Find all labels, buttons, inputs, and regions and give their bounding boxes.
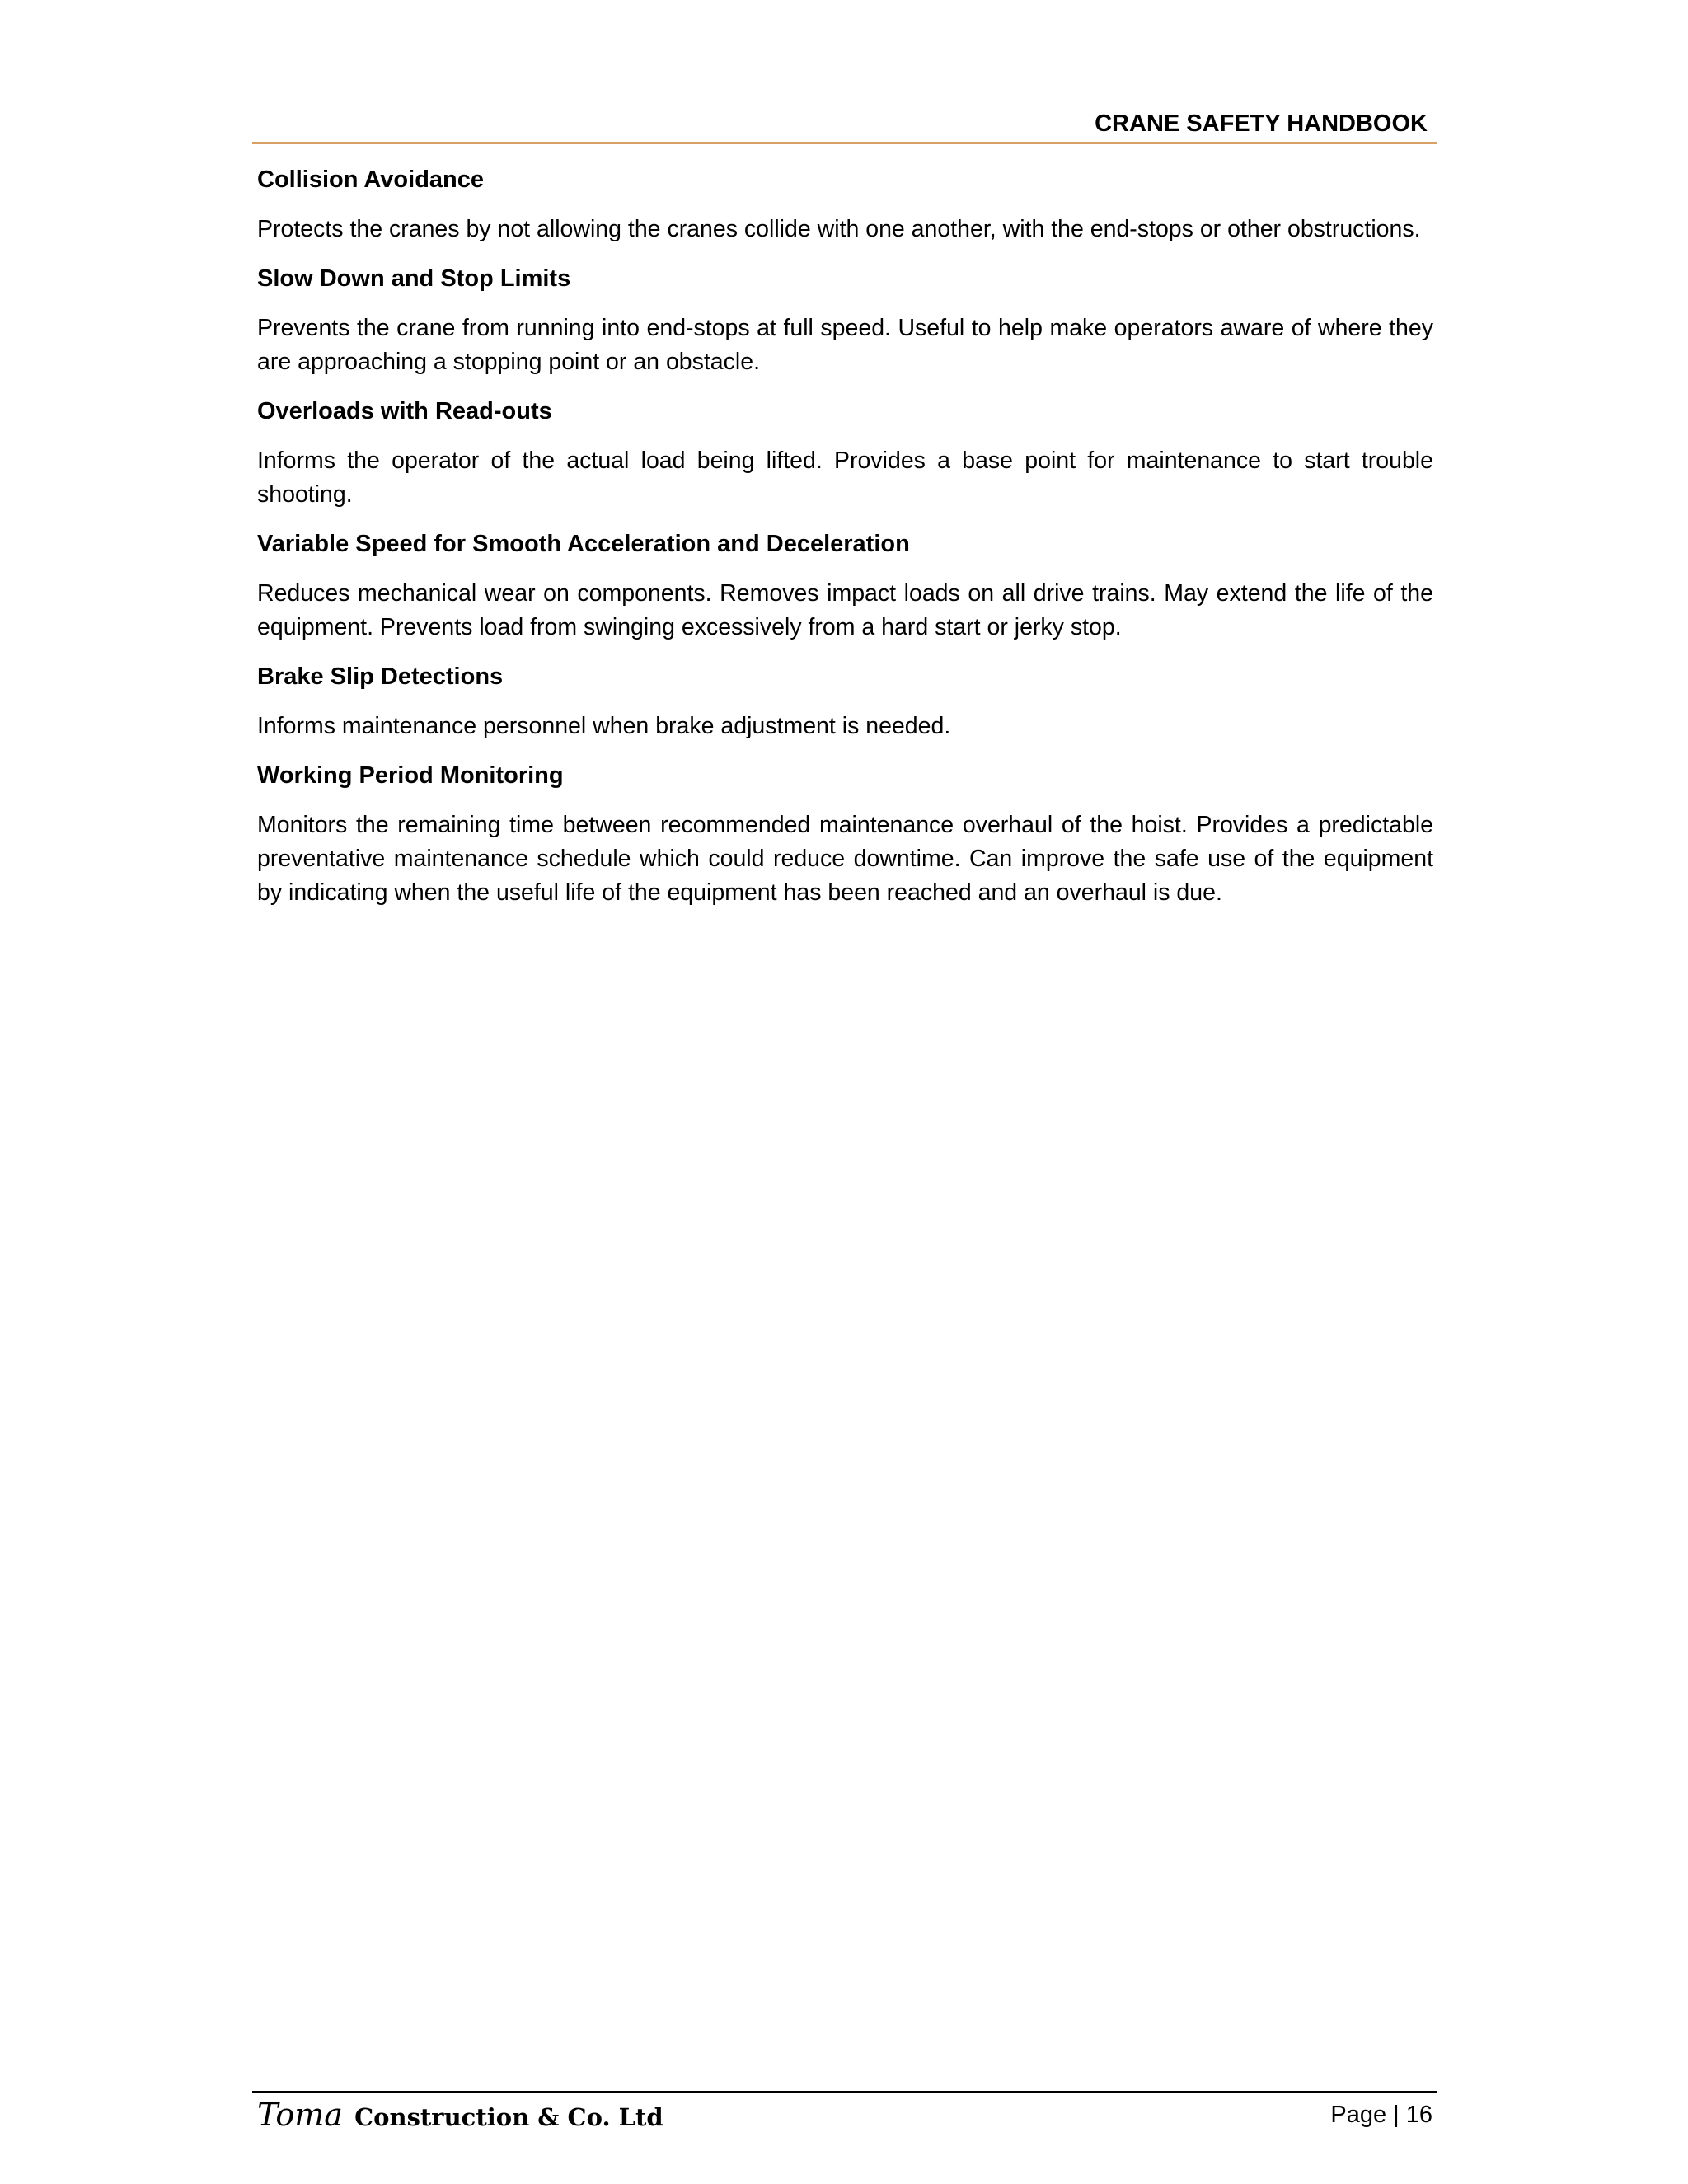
section-collision-avoidance [257, 163, 1433, 246]
company-suffix: Construction & Co. Ltd [354, 2103, 663, 2131]
page-footer [252, 2091, 1437, 2135]
section-brake-slip-detections [257, 660, 1433, 743]
section-heading: Brake Slip Detections [257, 663, 504, 690]
section-working-period-monitoring [257, 759, 1433, 910]
document-title: CRANE SAFETY HANDBOOK [1095, 110, 1428, 137]
page-header [252, 107, 1437, 144]
company-name [257, 2098, 663, 2134]
section-heading: Slow Down and Stop Limits [257, 265, 571, 292]
page-content [257, 163, 1433, 926]
section-slow-down-stop-limits [257, 262, 1433, 379]
brand-wordmark: Toma [257, 2097, 343, 2133]
section-heading: Working Period Monitoring [257, 762, 564, 789]
section-body: Reduces mechanical wear on components. Removes impact loads on all drive trains. May extend the life of the equipment. Prevents load from swinging excessively from a hard start or jerky stop. [257, 580, 1433, 640]
section-body: Informs maintenance personnel when brake adjustment is needed. [257, 713, 951, 739]
section-heading: Overloads with Read-outs [257, 398, 552, 424]
section-heading: Variable Speed for Smooth Acceleration and Deceleration [257, 531, 910, 557]
section-overloads-read-outs [257, 395, 1433, 512]
section-body: Prevents the crane from running into end-stops at full speed. Useful to help make operators aware of where they are approaching a stopping point or an obstacle. [257, 315, 1433, 375]
section-variable-speed [257, 527, 1433, 644]
section-body: Monitors the remaining time between recommended maintenance overhaul of the hoist. Provides a predictable preventative maintenance schedule which could reduce downtime. Can improve the safe use of the equipment by indicating when the useful life of the equipment has been reached and an overhaul is due. [257, 812, 1433, 906]
section-heading: Collision Avoidance [257, 166, 485, 193]
section-body: Protects the cranes by not allowing the cranes collide with one another, with the end-stops or other obstructions. [257, 216, 1421, 242]
section-body: Informs the operator of the actual load being lifted. Provides a base point for maintenance to start trouble shooting. [257, 448, 1433, 508]
page-number: Page | 16 [1330, 2102, 1432, 2128]
